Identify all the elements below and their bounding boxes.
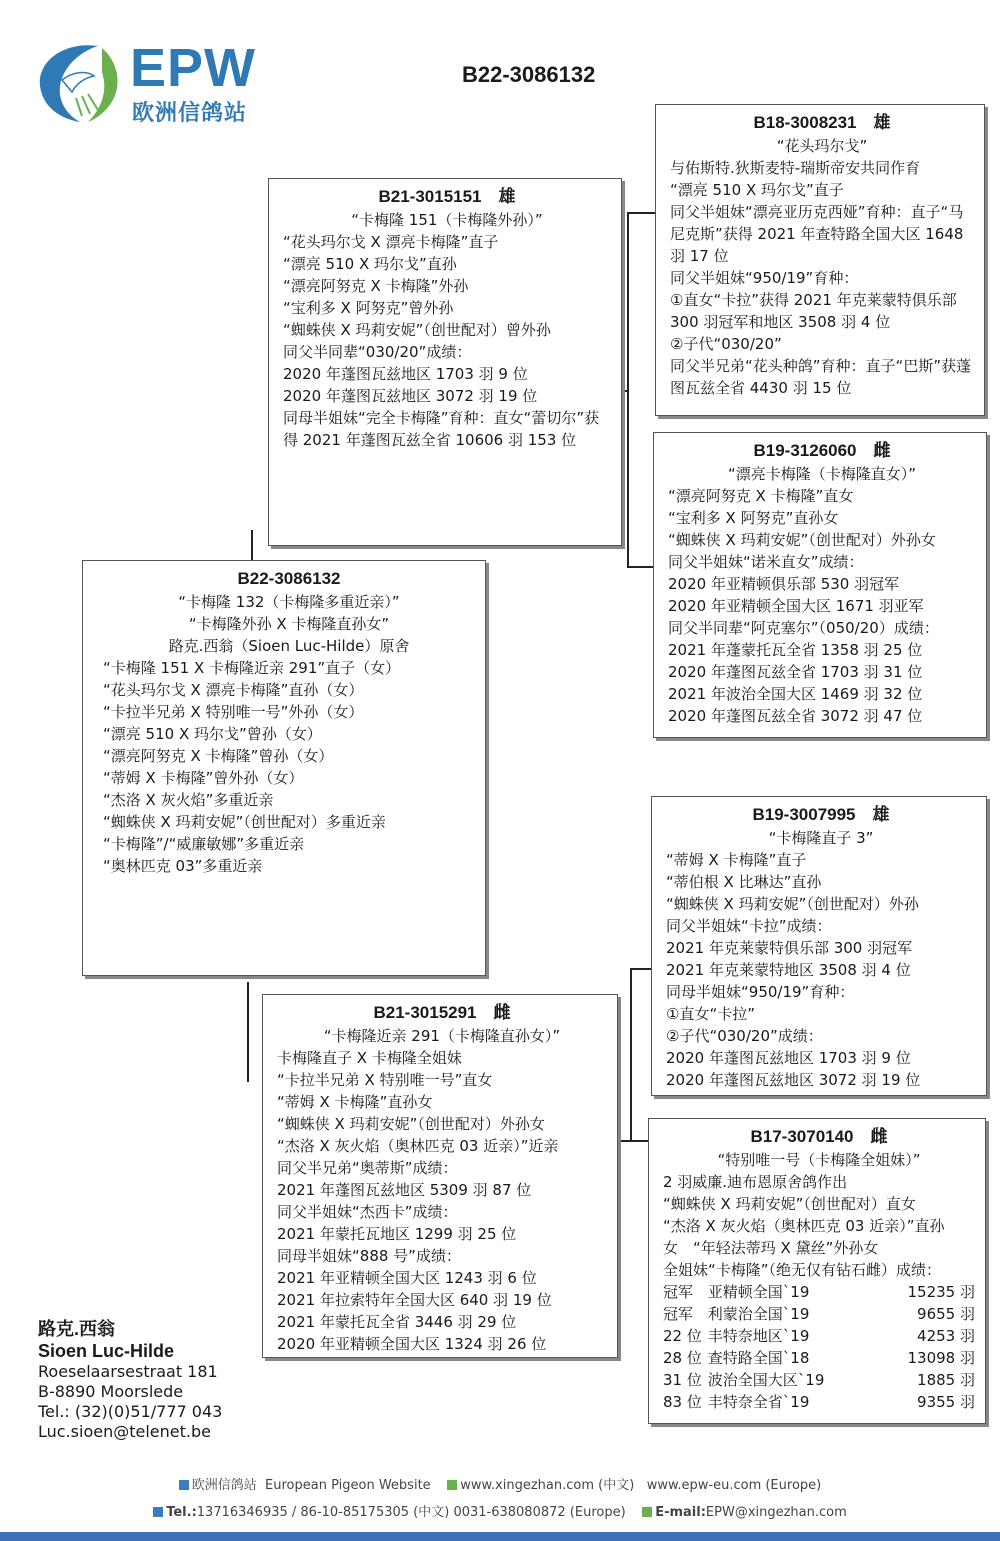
logo-brand-text: EPW bbox=[130, 38, 257, 98]
sire-line: “宝利多 X 阿努克”曾外孙 bbox=[283, 299, 454, 317]
subject-line: 路克.西翁（Sioen Luc-Hilde）原舍 bbox=[168, 637, 410, 655]
result-birds: 9655 羽 bbox=[917, 1305, 975, 1323]
sire-dam-card bbox=[653, 432, 987, 738]
result-place: 22 位 bbox=[663, 1327, 702, 1345]
result-place: 28 位 bbox=[663, 1349, 702, 1367]
ds-line: ②子代“030/20”成绩： bbox=[666, 1027, 823, 1045]
owner-city: B-8890 Moorslede bbox=[38, 1382, 184, 1401]
owner-email[interactable]: Luc.sioen@telenet.be bbox=[38, 1422, 211, 1441]
owner-name: Sioen Luc-Hilde bbox=[38, 1341, 175, 1361]
sire-line: “漂亮阿努克 X 卡梅隆”外孙 bbox=[283, 277, 469, 295]
result-race: 波治全国大区`19 bbox=[707, 1371, 825, 1389]
dam-line: 2021 年拉索特年全国大区 640 羽 19 位 bbox=[277, 1291, 552, 1309]
sd-line: 2020 年亚精顿全国大区 1671 羽亚军 bbox=[668, 597, 924, 615]
subject-line: “杰洛 X 灰火焰”多重近亲 bbox=[103, 791, 274, 809]
ds-line: 2020 年蓬图瓦兹地区 3072 羽 19 位 bbox=[666, 1071, 921, 1089]
result-row bbox=[663, 1325, 975, 1347]
footer-site-en: European Pigeon Website bbox=[265, 1478, 431, 1493]
subject-line: “蒂姆 X 卡梅隆”曾外孙（女） bbox=[103, 769, 304, 787]
sd-line: “漂亮卡梅隆（卡梅隆直女）” bbox=[727, 465, 917, 483]
ds-line: 2021 年克莱蒙特俱乐部 300 羽冠军 bbox=[666, 939, 913, 957]
ds-line: 2021 年克莱蒙特地区 3508 羽 4 位 bbox=[666, 961, 911, 979]
connector-subject-vertical bbox=[251, 530, 253, 560]
sire-line: 同父半同辈“030/20”成绩： bbox=[283, 343, 472, 361]
dam-line: 2020 年亚精顿全国大区 1324 羽 26 位 bbox=[277, 1335, 547, 1353]
blue-square-icon bbox=[153, 1507, 163, 1517]
connector-subject-vertical-lower bbox=[247, 982, 249, 1082]
dam-line: “杰洛 X 灰火焰（奥林匹克 03 近亲）”近亲 bbox=[277, 1137, 559, 1155]
result-place: 冠军 bbox=[663, 1305, 694, 1323]
dd-line: 2 羽威廉.迪布恩原舍鸽作出 bbox=[663, 1173, 848, 1191]
ss-subtitle: “花头玛尔戈” bbox=[776, 137, 868, 155]
connector-sire-h bbox=[622, 390, 629, 392]
sire-sire-card bbox=[655, 104, 985, 416]
subject-line: “卡梅隆外孙 X 卡梅隆直孙女” bbox=[188, 615, 390, 633]
ds-line: 2020 年蓬图瓦兹地区 1703 羽 9 位 bbox=[666, 1049, 911, 1067]
ss-paragraph: 同父半姐妹“漂亮亚历克西娅”育种：直子“马尼克斯”获得 2021 年查特路全国大区 1648 羽 17 位 bbox=[670, 203, 964, 265]
footer-url-eu[interactable]: www.epw-eu.com (Europe) bbox=[646, 1478, 822, 1493]
sire-line: “漂亮 510 X 玛尔戈”直孙 bbox=[283, 255, 457, 273]
footer-tel: 13716346935 / 86-10-85175305 (中文) 0031-638080872 (Europe) bbox=[196, 1505, 626, 1520]
subject-card bbox=[82, 560, 486, 976]
subject-line: “蜘蛛侠 X 玛莉安妮”（创世配对）多重近亲 bbox=[103, 813, 386, 831]
result-race: 丰特奈地区`19 bbox=[707, 1327, 810, 1345]
ds-line: 同母半姐妹“950/19”育种： bbox=[666, 983, 855, 1001]
dd-line: “蜘蛛侠 X 玛莉安妮”（创世配对）直女 bbox=[663, 1195, 916, 1213]
footer-url-cn[interactable]: www.xingezhan.com (中文) bbox=[460, 1478, 635, 1493]
green-square-icon bbox=[447, 1480, 457, 1490]
owner-info bbox=[38, 1318, 222, 1442]
footer-email-label: E-mail: bbox=[655, 1505, 706, 1520]
ds-line: 同父半姐妹“卡拉”成绩： bbox=[666, 917, 832, 935]
owner-name-cn: 路克.西翁 bbox=[38, 1319, 116, 1339]
dam-line: 2021 年蒙托瓦全省 3446 羽 29 位 bbox=[277, 1313, 517, 1331]
dam-line: 2021 年亚精顿全国大区 1243 羽 6 位 bbox=[277, 1269, 537, 1287]
sire-line: 2020 年蓬图瓦兹地区 1703 羽 9 位 bbox=[283, 365, 528, 383]
ss-paragraph: “漂亮 510 X 玛尔戈”直子 bbox=[670, 181, 844, 199]
dam-line: 2021 年蓬图瓦兹地区 5309 羽 87 位 bbox=[277, 1181, 532, 1199]
ss-paragraph: 与佑斯特.狄斯麦特-瑞斯帝安共同作育 bbox=[670, 159, 921, 177]
subject-ring-number: B22-3086132 bbox=[237, 569, 341, 588]
result-race: 利蒙治全国`19 bbox=[707, 1305, 810, 1323]
dd-paragraph: “杰洛 X 灰火焰（奥林匹克 03 近亲）”直孙女 “年轻法蒂玛 X 黛丝”外孙女 bbox=[663, 1217, 945, 1257]
pigeon-logo-icon bbox=[32, 36, 127, 126]
dam-line: 同母半姐妹“888 号”成绩： bbox=[277, 1247, 461, 1265]
dam-ring-number: B21-3015291 雌 bbox=[373, 1003, 511, 1022]
result-row bbox=[663, 1391, 975, 1413]
dam-line: “卡拉半兄弟 X 特别唯一号”直女 bbox=[277, 1071, 493, 1089]
footer-tel-label: Tel.: bbox=[166, 1505, 197, 1520]
sd-line: “蜘蛛侠 X 玛莉安妮”（创世配对）外孙女 bbox=[668, 531, 936, 549]
footer-bar bbox=[0, 1532, 1000, 1541]
sd-line: 同父半姐妹“诺米直女”成绩： bbox=[668, 553, 864, 571]
sd-line: 同父半同辈“阿克塞尔”（050/20）成绩： bbox=[668, 619, 939, 637]
result-row bbox=[663, 1347, 975, 1369]
page-title: B22-3086132 bbox=[462, 62, 596, 87]
subject-line: “花头玛尔戈 X 漂亮卡梅隆”直孙（女） bbox=[103, 681, 364, 699]
dam-dam-card bbox=[648, 1118, 986, 1424]
sd-line: “宝利多 X 阿努克”直孙女 bbox=[668, 509, 839, 527]
blue-square-icon bbox=[179, 1480, 189, 1490]
result-birds: 9355 羽 bbox=[917, 1393, 975, 1411]
dam-line: “蜘蛛侠 X 玛莉安妮”（创世配对）外孙女 bbox=[277, 1115, 545, 1133]
dd-ring-number: B17-3070140 雌 bbox=[750, 1127, 888, 1146]
owner-tel: Tel.: (32)(0)51/777 043 bbox=[38, 1402, 223, 1421]
sire-line: “蜘蛛侠 X 玛莉安妮”（创世配对）曾外孙 bbox=[283, 321, 551, 339]
connector-ss-h bbox=[627, 212, 655, 214]
ds-line: “蒂姆 X 卡梅隆”直子 bbox=[666, 851, 807, 869]
result-place: 31 位 bbox=[663, 1371, 702, 1389]
sd-ring-number: B19-3126060 雌 bbox=[753, 441, 891, 460]
dam-line: “卡梅隆近亲 291（卡梅隆直孙女）” bbox=[323, 1027, 561, 1045]
sd-line: “漂亮阿努克 X 卡梅隆”直女 bbox=[668, 487, 854, 505]
sire-line: 2020 年蓬图瓦兹地区 3072 羽 19 位 bbox=[283, 387, 538, 405]
ds-line: “蒂伯根 X 比琳达”直孙 bbox=[666, 873, 822, 891]
ss-paragraph: 同父半兄弟“花头种鸽”育种：直子“巴斯”获蓬图瓦兹全省 4430 羽 15 位 bbox=[670, 357, 972, 397]
sd-line: 2020 年蓬图瓦兹全省 3072 羽 47 位 bbox=[668, 707, 923, 725]
logo-chinese-text: 欧洲信鸽站 bbox=[132, 101, 248, 126]
sire-line: “花头玛尔戈 X 漂亮卡梅隆”直子 bbox=[283, 233, 499, 251]
ds-line: “蜘蛛侠 X 玛莉安妮”（创世配对）外孙 bbox=[666, 895, 919, 913]
subject-line: “卡梅隆 132（卡梅隆多重近亲）” bbox=[178, 593, 400, 611]
result-birds: 1885 羽 bbox=[917, 1371, 975, 1389]
result-birds: 15235 羽 bbox=[907, 1283, 975, 1301]
connector-sd-h bbox=[627, 566, 653, 568]
dam-card bbox=[262, 994, 618, 1358]
dam-sire-card bbox=[651, 796, 987, 1096]
dam-line: 卡梅隆直子 X 卡梅隆全姐妹 bbox=[277, 1049, 462, 1067]
ss-paragraph: 同父半姐妹“950/19”育种： bbox=[670, 269, 859, 287]
sd-line: 2021 年蓬蒙托瓦全省 1358 羽 25 位 bbox=[668, 641, 923, 659]
result-place: 83 位 bbox=[663, 1393, 702, 1411]
epw-logo bbox=[32, 36, 262, 126]
ds-line: “卡梅隆直子 3” bbox=[768, 829, 874, 847]
result-row bbox=[663, 1369, 975, 1391]
result-race: 亚精顿全国`19 bbox=[707, 1283, 810, 1301]
subject-line: “奥林匹克 03”多重近亲 bbox=[103, 857, 263, 875]
green-square-icon bbox=[642, 1507, 652, 1517]
result-birds: 4253 羽 bbox=[917, 1327, 975, 1345]
ss-paragraph: ①直女“卡拉”获得 2021 年克莱蒙特俱乐部 300 羽冠军和地区 3508 羽 4 位 bbox=[670, 291, 957, 331]
result-row bbox=[663, 1281, 975, 1303]
dam-line: 同父半兄弟“奥蒂斯”成绩： bbox=[277, 1159, 458, 1177]
footer-row-1 bbox=[0, 1474, 1000, 1493]
sire-ring-number: B21-3015151 雄 bbox=[378, 187, 516, 206]
result-row bbox=[663, 1303, 975, 1325]
connector-dd-h bbox=[630, 1140, 648, 1142]
dam-line: “蒂姆 X 卡梅隆”直孙女 bbox=[277, 1093, 433, 1111]
ss-paragraph: ②子代“030/20” bbox=[670, 335, 782, 353]
sire-paragraph: 同母半姐妹“完全卡梅隆”育种：直女“蕾切尔”获得 2021 年蓬图瓦兹全省 10606 羽 153 位 bbox=[283, 409, 600, 449]
subject-line: “漂亮 510 X 玛尔戈”曾孙（女） bbox=[103, 725, 322, 743]
sd-line: 2020 年亚精顿俱乐部 530 羽冠军 bbox=[668, 575, 900, 593]
dam-line: 2021 年蒙托瓦地区 1299 羽 25 位 bbox=[277, 1225, 517, 1243]
subject-line: “漂亮阿努克 X 卡梅隆”曾孙（女） bbox=[103, 747, 334, 765]
footer-site-cn: 欧洲信鸽站 bbox=[191, 1478, 257, 1493]
connector-dam-vertical bbox=[630, 968, 632, 1140]
footer-row-2 bbox=[0, 1501, 1000, 1520]
result-race: 丰特奈全省`19 bbox=[707, 1393, 810, 1411]
dam-line: 同父半姐妹“杰西卡”成绩： bbox=[277, 1203, 458, 1221]
sd-line: 2020 年蓬图瓦兹全省 1703 羽 31 位 bbox=[668, 663, 923, 681]
footer-email[interactable]: EPW@xingezhan.com bbox=[705, 1505, 847, 1520]
result-place: 冠军 bbox=[663, 1283, 694, 1301]
sire-card bbox=[268, 178, 622, 546]
subject-line: “卡拉半兄弟 X 特别唯一号”外孙（女） bbox=[103, 703, 364, 721]
result-birds: 13098 羽 bbox=[907, 1349, 975, 1367]
dd-subtitle: “特别唯一号（卡梅隆全姐妹）” bbox=[717, 1151, 921, 1169]
sire-line: “卡梅隆 151（卡梅隆外孙）” bbox=[351, 211, 543, 229]
result-race: 查特路全国`18 bbox=[707, 1349, 810, 1367]
ds-ring-number: B19-3007995 雄 bbox=[752, 805, 890, 824]
ss-ring-number: B18-3008231 雄 bbox=[753, 113, 891, 132]
dd-results-title: 全姐妹“卡梅隆”（绝无仅有钻石雌）成绩： bbox=[663, 1261, 942, 1279]
ds-line: ①直女“卡拉” bbox=[666, 1005, 755, 1023]
owner-street: Roeselaarsestraat 181 bbox=[38, 1362, 218, 1381]
connector-ds-h bbox=[630, 968, 651, 970]
sd-line: 2021 年波治全国大区 1469 羽 32 位 bbox=[668, 685, 923, 703]
subject-line: “卡梅隆”/“威廉敏娜”多重近亲 bbox=[103, 835, 305, 853]
subject-line: “卡梅隆 151 X 卡梅隆近亲 291”直子（女） bbox=[103, 659, 401, 677]
